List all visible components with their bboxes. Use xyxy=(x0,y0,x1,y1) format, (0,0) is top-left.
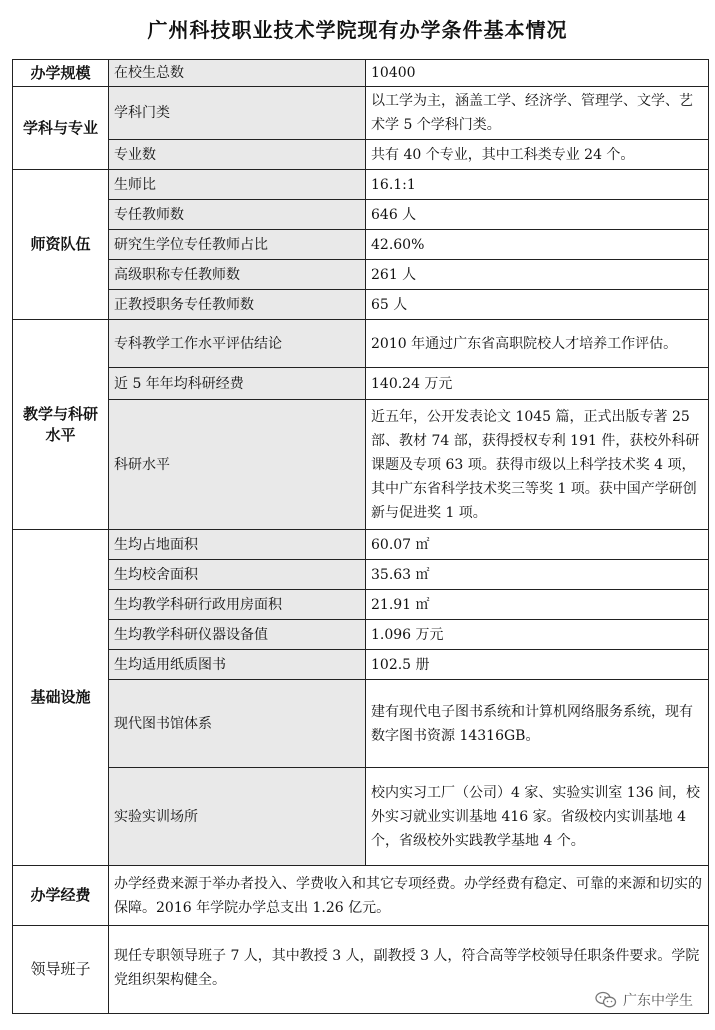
row-label: 正教授职务专任教师数 xyxy=(109,290,366,320)
row-value: 1.096 万元 xyxy=(366,620,709,650)
row-label: 实验实训场所 xyxy=(109,768,366,866)
row-label: 生均适用纸质图书 xyxy=(109,650,366,680)
row-label: 专业数 xyxy=(109,140,366,170)
category-scale: 办学规模 xyxy=(13,60,109,87)
row-value: 65 人 xyxy=(366,290,709,320)
row-label: 生均教学科研行政用房面积 xyxy=(109,590,366,620)
row-label: 在校生总数 xyxy=(109,60,366,87)
table-row xyxy=(13,650,709,680)
leadership-text: 现任专职领导班子 7 人，其中教授 3 人，副教授 3 人，符合高等学校领导任职条件要求。学院党组织架构健全。 xyxy=(109,926,709,1014)
table-row xyxy=(13,170,709,200)
wechat-icon xyxy=(595,991,617,1009)
row-value: 102.5 册 xyxy=(366,650,709,680)
watermark xyxy=(591,988,697,1012)
table-row xyxy=(13,200,709,230)
row-value: 60.07 ㎡ xyxy=(366,530,709,560)
page-title: 广州科技职业技术学院现有办学条件基本情况 xyxy=(147,18,568,42)
row-value: 646 人 xyxy=(366,200,709,230)
row-label: 专任教师数 xyxy=(109,200,366,230)
category-discipline: 学科与专业 xyxy=(13,87,109,170)
table-row xyxy=(13,560,709,590)
row-label: 生师比 xyxy=(109,170,366,200)
category-faculty: 师资队伍 xyxy=(13,170,109,320)
row-value: 近五年，公开发表论文 1045 篇，正式出版专著 25 部、教材 74 部，获得授权专利 191 件，获校外科研课题及专项 63 项。获得市级以上科学技术奖 4 项，其中广东省科学技术奖三等奖 1 项。获中国产学研创新与促进奖 1 项。 xyxy=(366,400,709,530)
table-row xyxy=(13,400,709,530)
row-value: 21.91 ㎡ xyxy=(366,590,709,620)
row-label: 生均占地面积 xyxy=(109,530,366,560)
row-label: 生均教学科研仪器设备值 xyxy=(109,620,366,650)
table-row xyxy=(13,530,709,560)
row-value: 16.1:1 xyxy=(366,170,709,200)
row-label: 科研水平 xyxy=(109,400,366,530)
row-label: 学科门类 xyxy=(109,87,366,140)
table-row xyxy=(13,230,709,260)
row-label: 研究生学位专任教师占比 xyxy=(109,230,366,260)
table-row xyxy=(13,87,709,140)
row-label: 现代图书馆体系 xyxy=(109,680,366,768)
category-research: 教学与科研水平 xyxy=(13,320,109,530)
table-row xyxy=(13,768,709,866)
category-funding: 办学经费 xyxy=(13,866,109,926)
table-row xyxy=(13,590,709,620)
row-label: 高级职称专任教师数 xyxy=(109,260,366,290)
funding-text: 办学经费来源于举办者投入、学费收入和其它专项经费。办学经费有稳定、可靠的来源和切实的保障。2016 年学院办学总支出 1.26 亿元。 xyxy=(109,866,709,926)
table-row xyxy=(13,680,709,768)
category-facilities: 基础设施 xyxy=(13,530,109,866)
row-value: 共有 40 个专业，其中工科类专业 24 个。 xyxy=(366,140,709,170)
row-value: 以工学为主，涵盖工学、经济学、管理学、文学、艺术学 5 个学科门类。 xyxy=(366,87,709,140)
row-value: 建有现代电子图书系统和计算机网络服务系统，现有数字图书资源 14316GB。 xyxy=(366,680,709,768)
table-row xyxy=(13,320,709,368)
row-value: 校内实习工厂（公司）4 家、实验实训室 136 间，校外实习就业实训基地 416 家。省级校内实训基地 4 个，省级校外实践教学基地 4 个。 xyxy=(366,768,709,866)
table-row xyxy=(13,866,709,926)
table-row xyxy=(13,290,709,320)
table-row xyxy=(13,60,709,87)
row-label: 生均校舍面积 xyxy=(109,560,366,590)
table-row xyxy=(13,260,709,290)
row-value: 140.24 万元 xyxy=(366,368,709,400)
table-row xyxy=(13,140,709,170)
conditions-table xyxy=(12,59,709,1014)
row-value: 10400 xyxy=(366,60,709,87)
table-row xyxy=(13,368,709,400)
row-value: 2010 年通过广东省高职院校人才培养工作评估。 xyxy=(366,320,709,368)
row-label: 专科教学工作水平评估结论 xyxy=(109,320,366,368)
table-row xyxy=(13,620,709,650)
watermark-text: 广东中学生 xyxy=(623,993,693,1009)
row-value: 261 人 xyxy=(366,260,709,290)
row-label: 近 5 年年均科研经费 xyxy=(109,368,366,400)
row-value: 42.60% xyxy=(366,230,709,260)
category-leadership: 领导班子 xyxy=(13,926,109,1014)
row-value: 35.63 ㎡ xyxy=(366,560,709,590)
